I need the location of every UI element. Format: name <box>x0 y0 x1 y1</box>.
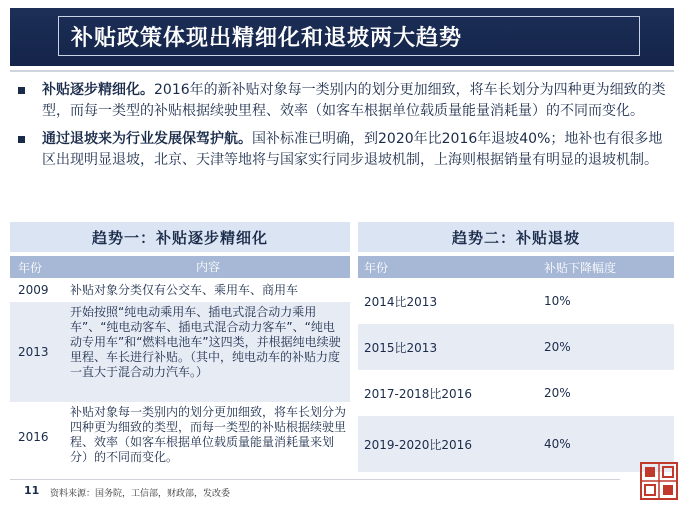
rate-cell: 20% <box>544 386 571 400</box>
citic-securities-logo <box>640 462 678 500</box>
year-cell: 2009 <box>18 283 49 297</box>
trend1-heading: 趋势一：补贴逐步精细化 <box>10 222 350 252</box>
table-row <box>10 402 350 472</box>
source-note: 资料来源：国务院，工信部，财政部，发改委 <box>50 489 231 499</box>
year-cell: 2016 <box>18 430 49 444</box>
page-title: 补贴政策体现出精细化和退坡两大趋势 <box>71 26 463 51</box>
bullet-item <box>18 129 674 171</box>
bullet-list <box>18 80 674 171</box>
year-cell: 2019-2020比2016 <box>364 437 472 452</box>
title-bar <box>10 8 674 66</box>
trend2-heading: 趋势二：补贴退坡 <box>358 222 674 252</box>
footer-divider <box>10 479 620 480</box>
content-cell: 补贴对象每一类别内的划分更加细致，将车长划分为四种更为细致的类型，而每一类型的补贴根据续驶里程、效率（如客车根据单位载质量能量消耗量来划分）的不同而变化。 <box>70 405 347 464</box>
bullet-square-icon <box>18 136 25 143</box>
content-cell: 开始按照“纯电动乘用车、插电式混合动力乘用车”、“纯电动客车、插电式混合动力客车”、“纯电动专用车”和“燃料电池车”这四类，并根据纯电续驶里程、车长进行补贴。（其中，纯电动车的补贴力度一直大于混合动力汽车。） <box>70 305 341 379</box>
content-cell: 补贴对象分类仅有公交车、乘用车、商用车 <box>70 282 299 297</box>
trend2-column-header <box>358 256 674 278</box>
trend1-column-header <box>10 256 350 278</box>
title-divider <box>10 70 674 72</box>
year-cell: 2014比2013 <box>364 294 438 309</box>
table-row <box>358 324 674 370</box>
bullet-item <box>18 80 674 122</box>
table-row <box>358 416 674 472</box>
trend2-table <box>358 222 674 472</box>
rate-cell: 10% <box>544 294 571 308</box>
year-cell: 2015比2013 <box>364 340 438 355</box>
rate-cell: 20% <box>544 340 571 354</box>
bullet-lead: 补贴逐步精细化。 <box>42 82 154 98</box>
year-cell: 2017-2018比2016 <box>364 386 472 401</box>
trend1-table <box>10 222 350 472</box>
column-content: 内容 <box>195 259 220 274</box>
table-row <box>358 278 674 324</box>
column-year: 年份 <box>18 260 43 275</box>
column-rate: 补贴下降幅度 <box>544 260 617 275</box>
table-row <box>358 370 674 416</box>
bullet-square-icon <box>18 87 25 94</box>
column-year: 年份 <box>364 260 389 275</box>
year-cell: 2013 <box>18 345 49 359</box>
table-row <box>10 278 350 302</box>
bullet-text: 2016年的新补贴对象每一类别内的划分更加细致，将车长划分为四种更为细致的类型，而每一类型的补贴根据续驶里程、效率（如客车根据单位载质量能量消耗量）的不同而变化。 <box>42 82 666 119</box>
rate-cell: 40% <box>544 437 571 451</box>
title-frame <box>58 16 640 56</box>
table-row <box>10 302 350 402</box>
page-number: 11 <box>24 484 40 497</box>
bullet-lead: 通过退坡来为行业发展保驾护航。 <box>42 131 252 147</box>
bullet-text: 国补标准已明确，到2020年比2016年退坡40%；地补也有很多地区出现明显退坡，北京、天津等地将与国家实行同步退坡机制，上海则根据销量有明显的退坡机制。 <box>42 131 663 168</box>
